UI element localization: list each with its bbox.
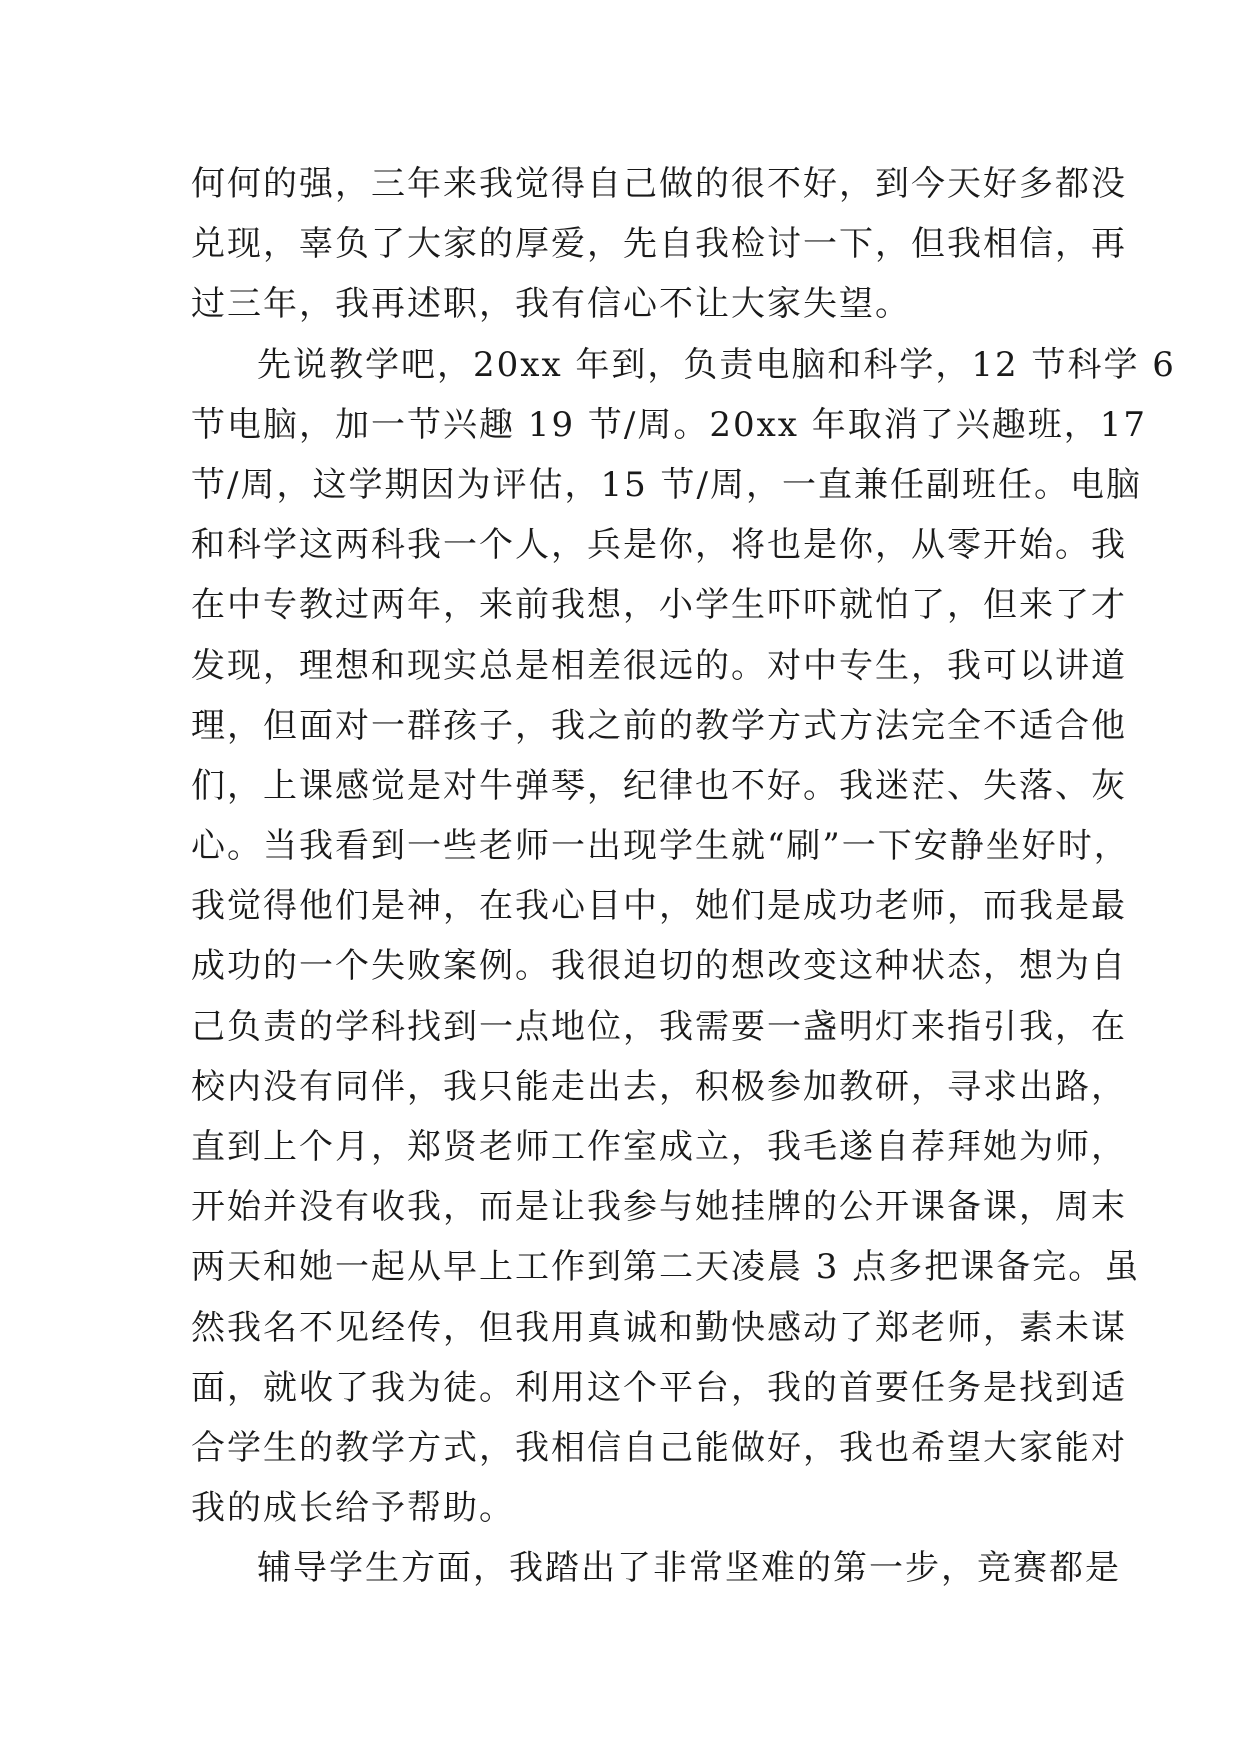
text-line: 合学生的教学方式，我相信自己能做好，我也希望大家能对: [191, 1427, 1127, 1468]
text-line: 先说教学吧，20xx 年到，负责电脑和科学，12 节科学 6: [257, 344, 1176, 385]
text-line: 我觉得他们是神，在我心目中，她们是成功老师，而我是最: [191, 886, 1127, 927]
text-line: 开始并没有收我，而是让我参与她挂牌的公开课备课，周末: [191, 1187, 1127, 1228]
text-line: 心。当我看到一些老师一出现学生就“刷”一下安静坐好时，: [191, 826, 1130, 867]
text-line: 校内没有同伴，我只能走出去，积极参加教研，寻求出路，: [191, 1066, 1127, 1107]
text-line: 我的成长给予帮助。: [191, 1488, 515, 1529]
body-text: [191, 154, 1176, 1599]
text-line: 和科学这两科我一个人，兵是你，将也是你，从零开始。我: [191, 525, 1127, 566]
text-line: 直到上个月，郑贤老师工作室成立，我毛遂自荐拜她为师，: [191, 1127, 1127, 1167]
text-line: 两天和她一起从早上工作到第二天凌晨 3 点多把课备完。虽: [191, 1247, 1141, 1288]
text-line: 兑现，辜负了大家的厚爱，先自我检讨一下，但我相信，再: [191, 224, 1127, 265]
text-line: 发现，理想和现实总是相差很远的。对中专生，我可以讲道: [191, 645, 1127, 686]
text-line: 过三年，我再述职，我有信心不让大家失望。: [191, 284, 911, 325]
text-line: 节电脑，加一节兴趣 19 节/周。20xx 年取消了兴趣班，17: [191, 404, 1148, 445]
text-line: 面，就收了我为徒。利用这个平台，我的首要任务是找到适: [191, 1367, 1127, 1408]
text-line: 何何的强，三年来我觉得自己做的很不好，到今天好多都没: [191, 164, 1127, 204]
text-line: 理，但面对一群孩子，我之前的教学方式方法完全不适合他: [191, 705, 1127, 746]
text-line: 成功的一个失败案例。我很迫切的想改变这种状态，想为自: [191, 946, 1127, 987]
text-line: 节/周，这学期因为评估，15 节/周，一直兼任副班任。电脑: [191, 464, 1142, 505]
text-line: 们，上课感觉是对牛弹琴，纪律也不好。我迷茫、失落、灰: [191, 765, 1127, 806]
text-line: 辅导学生方面，我踏出了非常坚难的第一步，竞赛都是: [257, 1548, 1121, 1589]
text-line: 然我名不见经传，但我用真诚和勤快感动了郑老师，素未谋: [191, 1307, 1127, 1348]
text-line: 己负责的学科找到一点地位，我需要一盏明灯来指引我，在: [191, 1006, 1127, 1047]
text-line: 在中专教过两年，来前我想，小学生吓吓就怕了，但来了才: [191, 585, 1127, 626]
